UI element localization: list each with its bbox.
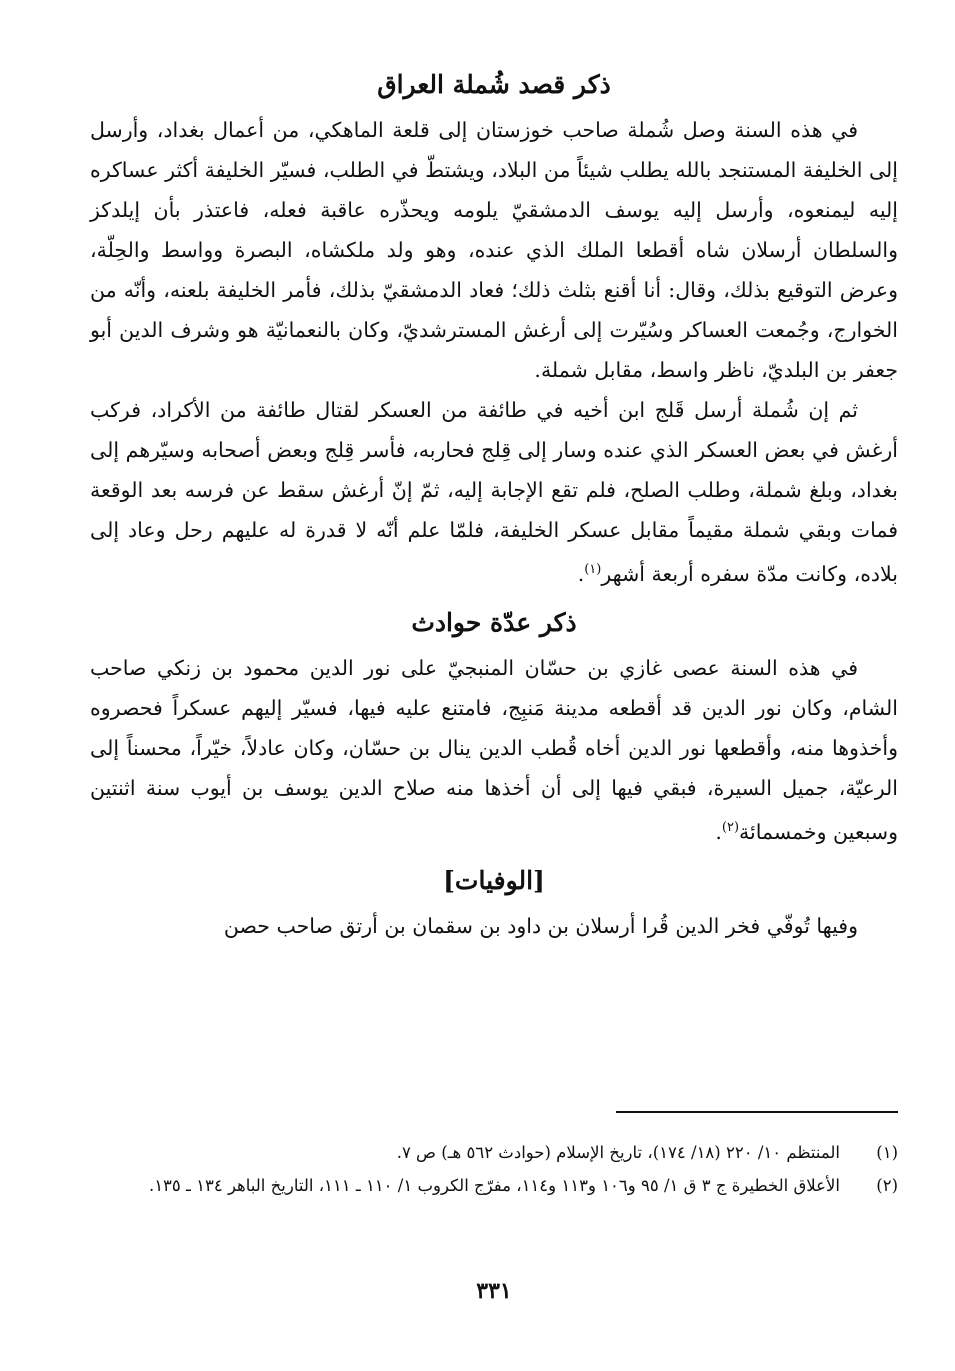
paragraph-deaths-1 [90,906,898,946]
paragraph-text: في هذه السنة عصى غازي بن حسّان المنبجيّ على نور الدين محمود بن زنكي صاحب الشام، وكان نور الدين قد أقطعه مدينة مَنبِج، فامتنع عليه فيها، فسيّر إليهم عسكراً فحصروه وأخذوها منه، وأقطعها نور الدين أخاه قُطب الدين ينال بن حسّان، وكان عادلاً، خيّراً، محسناً إلى الرعيّة، جميل السيرة، فبقي فيها إلى أن أخذها منه صلاح الدين يوسف بن أيوب سنة اثنتين وسبعين وخمسمائة [90,655,898,844]
footnote-text: الأعلاق الخطيرة ج ٣ ق ١/ ٩٥ و١٠٦ و١١٣ و١١٤، مفرّج الكروب ١/ ١١٠ ـ ١١١، التاريخ الباهر ١٣٤ ـ ١٣٥. [148,1176,840,1195]
paragraph-text: ثم إن شُملة أرسل قَلج ابن أخيه في طائفة من العسكر لقتال طائفة من الأكراد، فركب أرغش في بعض العسكر الذي عنده وسار إلى قِلج فحاربه، فأسر قِلج وبعض أصحابه وسيّرهم إلى بغداد، وبلغ شملة، وطلب الصلح، فلم تقع الإجابة إليه، ثمّ إنّ أرغش سقط عن فرسه بعد الوقعة فمات وبقي شملة مقيماً مقابل عسكر الخليفة، فلمّا علم أنّه لا قدرة له عليهم رحل وعاد إلى بلاده، وكانت مدّة سفره أربعة أشهر [90,398,898,586]
footnote-1 [90,1136,898,1169]
footnote-number: (١) [876,1143,898,1162]
footnotes [90,1136,898,1202]
paragraph-text: في هذه السنة وصل شُملة صاحب خوزستان إلى قلعة الماهكي، من أعمال بغداد، وأرسل إلى الخليفة المستنجد بالله يطلب شيئاً من البلاد، ويشتطّ في الطلب، فسيّر الخليفة أكثر عساكره إليه ليمنعوه، وأرسل إليه يوسف الدمشقيّ يلومه ويحذّره عاقبة فعله، فاعتذر بأن إيلدكز والسلطان أرسلان شاه أقطعا الملك الذي عنده، وهو ولد ملكشاه، البصرة وواسط والحِلّة، وعرض التوقيع بذلك، وقال: أنا أقنع بثلث ذلك؛ فعاد الدمشقيّ بذلك، فأمر الخليفة بلعنه، وأنّه من الخوارج، وجُمعت العساكر وسُيّرت إلى أرغش المسترشديّ، وكان بالنعمانيّة هو وشرف الدين أبو جعفر بن البلديّ، ناظر واسط، مقابل شملة. [90,118,898,382]
footnote-divider [616,1111,898,1113]
footnote-ref-1[interactable]: (١) [584,562,602,577]
footnote-ref-2[interactable]: (٢) [721,819,740,835]
section-heading-deaths: [الوفيات] [443,865,545,895]
footnote-number: (٢) [876,1176,898,1195]
paragraph-text: وفيها تُوفّي فخر الدين قُرا أرسلان بن داود بن سقمان بن أرتق صاحب حصن [223,913,858,938]
section-heading-events: ذكر عدّة حوادث [411,607,577,637]
section-heading-shumla: ذكر قصد شُملة العراق [377,70,611,99]
paragraph-shumla-2 [90,390,898,594]
footnote-text: المنتظم ١٠/ ٢٢٠ (١٨/ ١٧٤)، تاريخ الإسلام (حوادث ٥٦٢ هـ) ص ٧. [396,1143,840,1162]
paragraph-shumla-1 [90,110,898,390]
footnote-2 [90,1169,898,1202]
paragraph-end: . [715,819,722,844]
book-page [90,60,898,1350]
paragraph-events-1 [90,648,898,852]
page-number: ٣٣١ [476,1278,512,1304]
paragraph-end: . [577,561,585,586]
